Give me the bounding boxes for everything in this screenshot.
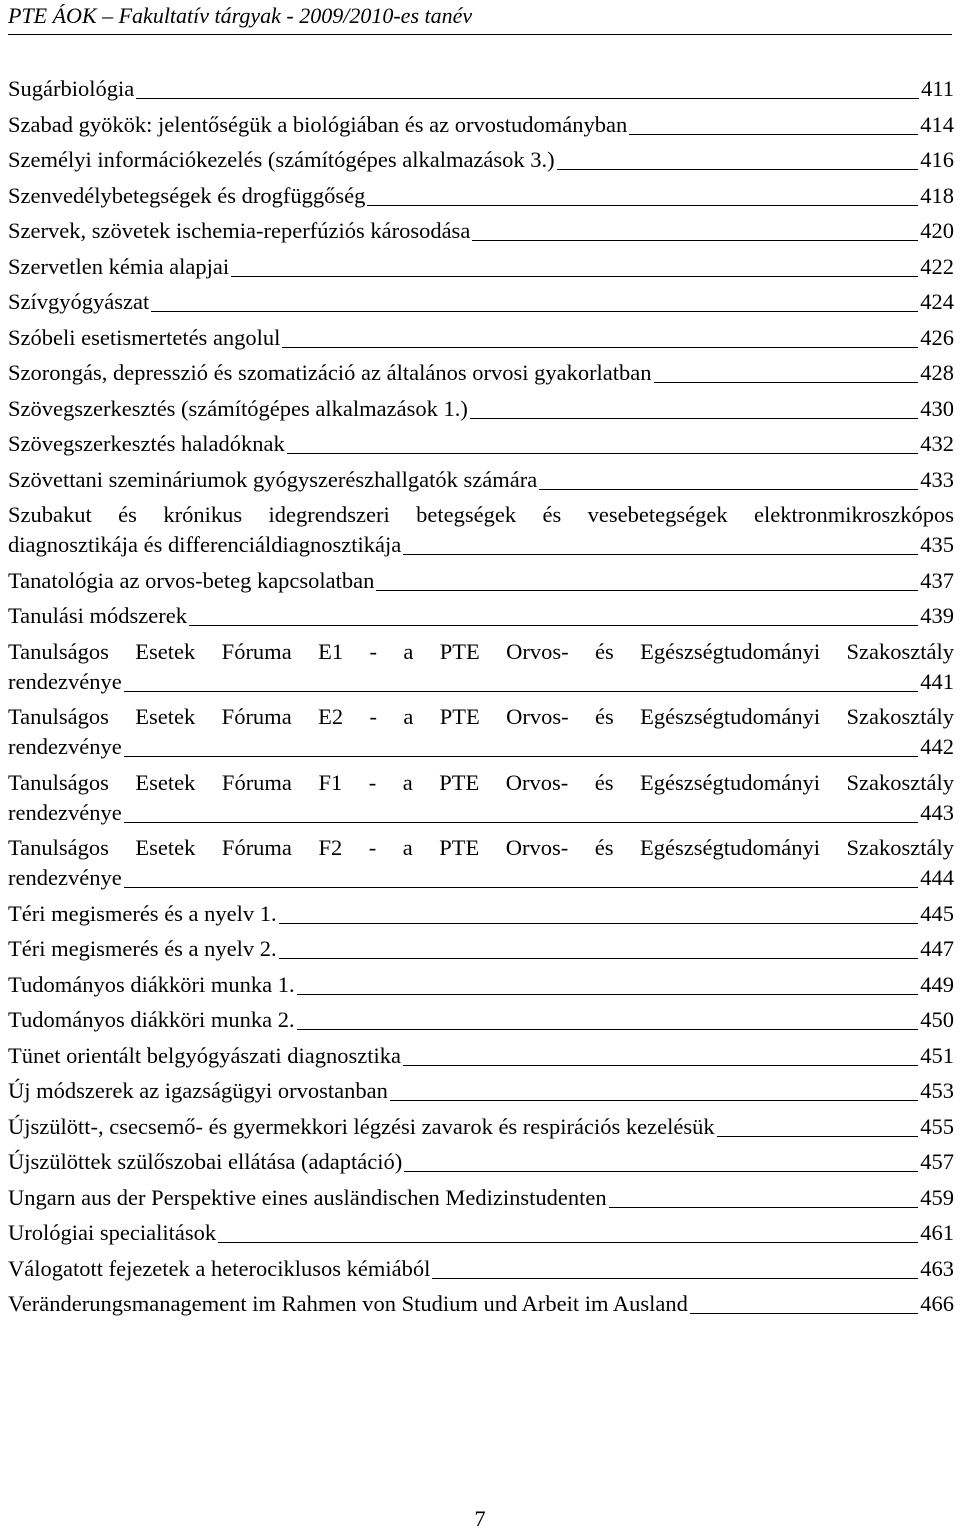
toc-leader — [124, 821, 919, 823]
toc-leader — [367, 204, 918, 206]
toc-entry-page: 442 — [920, 734, 954, 759]
toc-entry-title: diagnosztikája és differenciáldiagnosztikája — [8, 532, 402, 557]
toc-entry-page: 463 — [920, 1255, 954, 1281]
toc-leader — [472, 239, 918, 241]
toc-entry-page: 451 — [920, 1042, 954, 1068]
toc-entry-title: rendezvénye — [8, 734, 122, 759]
toc-entry-title-first-line: Tanulságos Esetek Fóruma E1 - a PTE Orvos- és Egészségtudományi Szakosztály — [8, 638, 954, 664]
toc-leader — [390, 1099, 918, 1101]
toc-entry[interactable] — [8, 1217, 954, 1253]
toc-entry-page: 435 — [920, 532, 954, 557]
toc-leader — [189, 624, 918, 626]
toc-entry[interactable] — [8, 600, 954, 636]
toc-entry-page: 450 — [920, 1007, 954, 1032]
toc-entry-title: Szabad gyökök: jelentőségük a biológiában és az orvostudományban — [8, 111, 628, 137]
toc-entry-title: Szervetlen kémia alapjai — [8, 253, 230, 279]
toc-leader — [403, 1064, 918, 1066]
toc-leader — [654, 381, 919, 383]
toc-leader — [432, 1277, 918, 1279]
toc-entry-page: 420 — [920, 218, 954, 243]
toc-leader — [404, 1170, 918, 1172]
toc-leader — [279, 922, 919, 924]
toc-leader — [403, 553, 918, 555]
toc-entry-page: 424 — [920, 289, 954, 314]
toc-entry-page: 459 — [920, 1184, 954, 1210]
toc-entry-page: 437 — [920, 567, 954, 593]
toc-leader — [279, 957, 919, 959]
toc-entry-page: 426 — [920, 324, 954, 350]
toc-entry-page: 441 — [920, 668, 954, 694]
toc-entry[interactable] — [8, 251, 954, 287]
toc-entry-title: Szövettani szemináriumok gyógyszerészhallgatók számára — [8, 466, 538, 492]
toc-entry[interactable] — [8, 832, 954, 898]
toc-entry-title: Szóbeli esetismertetés angolul — [8, 324, 281, 350]
toc-leader — [282, 346, 918, 348]
toc-leader — [717, 1135, 919, 1137]
toc-leader — [124, 886, 919, 888]
toc-entry-page: 445 — [920, 900, 954, 926]
toc-leader — [287, 452, 918, 454]
toc-entry-title: Veränderungsmanagement im Rahmen von Studium und Arbeit im Ausland — [8, 1291, 688, 1316]
toc-entry-page: 432 — [920, 431, 954, 456]
toc-entry-page: 411 — [921, 76, 954, 101]
toc-entry[interactable] — [8, 428, 954, 464]
toc-entry[interactable] — [8, 1040, 954, 1076]
toc-entry-title-first-line: Tanulságos Esetek Fóruma F2 - a PTE Orvos- és Egészségtudományi Szakosztály — [8, 835, 954, 860]
toc-entry-page: 414 — [920, 111, 954, 137]
toc-entry-page: 461 — [920, 1220, 954, 1245]
toc-entry[interactable] — [8, 322, 954, 358]
toc-leader — [151, 310, 918, 312]
toc-entry-page: 439 — [920, 603, 954, 628]
table-of-contents — [8, 73, 954, 1324]
toc-entry[interactable] — [8, 1075, 954, 1111]
toc-leader — [470, 417, 918, 419]
toc-entry[interactable] — [8, 898, 954, 934]
toc-leader — [297, 1028, 919, 1030]
toc-entry-page: 466 — [920, 1291, 954, 1316]
toc-entry[interactable] — [8, 933, 954, 969]
toc-entry-title: Szövegszerkesztés (számítógépes alkalmazások 1.) — [8, 395, 468, 421]
toc-entry-title: Urológiai specialitások — [8, 1220, 217, 1245]
toc-entry[interactable] — [8, 357, 954, 393]
toc-entry[interactable] — [8, 1182, 954, 1218]
toc-entry[interactable] — [8, 393, 954, 429]
toc-entry[interactable] — [8, 1288, 954, 1324]
toc-entry[interactable] — [8, 499, 954, 565]
toc-entry-page: 418 — [920, 182, 954, 208]
toc-entry-title: Tanulási módszerek — [8, 603, 187, 628]
toc-entry[interactable] — [8, 767, 954, 833]
toc-leader — [218, 1241, 918, 1243]
toc-entry-title: Újszülöttek szülőszobai ellátása (adaptáció) — [8, 1149, 403, 1174]
toc-entry-title: Szívgyógyászat — [8, 289, 150, 314]
toc-entry-title: Szövegszerkesztés haladóknak — [8, 431, 285, 456]
running-header: PTE ÁOK – Fakultatív tárgyak - 2009/2010-es tanév — [8, 3, 473, 28]
toc-entry-page: 443 — [920, 799, 954, 825]
toc-entry[interactable] — [8, 464, 954, 500]
toc-entry-title-first-line: Szubakut és krónikus idegrendszeri betegségek és vesebetegségek elektronmikroszkópos — [8, 502, 954, 527]
page-number: 7 — [474, 1506, 486, 1531]
toc-leader — [376, 589, 918, 591]
toc-entry[interactable] — [8, 1111, 954, 1147]
toc-entry[interactable] — [8, 701, 954, 767]
toc-entry[interactable] — [8, 180, 954, 216]
toc-entry-title: Új módszerek az igazságügyi orvostanban — [8, 1078, 388, 1103]
toc-entry[interactable] — [8, 109, 954, 145]
toc-entry-title: Szorongás, depresszió és szomatizáció az általános orvosi gyakorlatban — [8, 360, 652, 385]
toc-entry-title: rendezvénye — [8, 668, 122, 694]
toc-leader — [690, 1312, 918, 1314]
toc-entry[interactable] — [8, 1004, 954, 1040]
toc-entry[interactable] — [8, 636, 954, 702]
toc-entry-title-first-line: Tanulságos Esetek Fóruma E2 - a PTE Orvos- és Egészségtudományi Szakosztály — [8, 704, 954, 729]
toc-leader — [539, 488, 918, 490]
toc-entry-title: Szenvedélybetegségek és drogfüggőség — [8, 182, 366, 208]
toc-entry[interactable] — [8, 1146, 954, 1182]
toc-entry[interactable] — [8, 1253, 954, 1289]
toc-entry-page: 416 — [920, 147, 954, 172]
header-rule — [8, 34, 952, 35]
toc-entry-title: Szervek, szövetek ischemia-reperfúziós károsodása — [8, 218, 471, 243]
toc-entry-page: 447 — [920, 936, 954, 961]
toc-entry-title: Ungarn aus der Perspektive eines ausländischen Medizinstudenten — [8, 1184, 607, 1210]
toc-entry-page: 455 — [920, 1113, 954, 1139]
toc-entry-page: 433 — [920, 466, 954, 492]
toc-entry-title: Tudományos diákköri munka 1. — [8, 971, 295, 997]
toc-entry-page: 449 — [920, 971, 954, 997]
toc-entry-page: 453 — [920, 1078, 954, 1103]
toc-entry-page: 457 — [920, 1149, 954, 1174]
toc-leader — [629, 133, 918, 135]
toc-entry-title: Újszülött-, csecsemő- és gyermekkori légzési zavarok és respirációs kezelésük — [8, 1113, 715, 1139]
toc-entry-title: Tanatológia az orvos-beteg kapcsolatban — [8, 567, 375, 593]
toc-leader — [557, 168, 919, 170]
toc-entry-title: Sugárbiológia — [8, 76, 135, 101]
toc-leader — [124, 690, 919, 692]
toc-leader — [297, 993, 919, 995]
toc-entry-page: 444 — [920, 865, 954, 890]
toc-entry[interactable] — [8, 565, 954, 601]
toc-entry[interactable] — [8, 215, 954, 251]
toc-leader — [136, 97, 919, 99]
toc-entry[interactable] — [8, 286, 954, 322]
toc-entry[interactable] — [8, 144, 954, 180]
toc-entry-title: rendezvénye — [8, 799, 122, 825]
toc-entry-title: Tudományos diákköri munka 2. — [8, 1007, 295, 1032]
toc-entry[interactable] — [8, 969, 954, 1005]
toc-leader — [609, 1206, 919, 1208]
toc-entry-page: 428 — [920, 360, 954, 385]
toc-entry-title: Tünet orientált belgyógyászati diagnosztika — [8, 1042, 402, 1068]
toc-entry-title: rendezvénye — [8, 865, 122, 890]
toc-leader — [231, 275, 918, 277]
toc-leader — [124, 755, 919, 757]
toc-entry-title: Téri megismerés és a nyelv 2. — [8, 936, 277, 961]
toc-entry[interactable] — [8, 73, 954, 109]
toc-entry-title: Válogatott fejezetek a heterociklusos kémiából — [8, 1255, 431, 1281]
toc-entry-title-first-line: Tanulságos Esetek Fóruma F1 - a PTE Orvos- és Egészségtudományi Szakosztály — [8, 769, 954, 795]
toc-entry-title: Téri megismerés és a nyelv 1. — [8, 900, 277, 926]
toc-entry-page: 430 — [920, 395, 954, 421]
toc-entry-title: Személyi információkezelés (számítógépes alkalmazások 3.) — [8, 147, 555, 172]
toc-entry-page: 422 — [920, 253, 954, 279]
